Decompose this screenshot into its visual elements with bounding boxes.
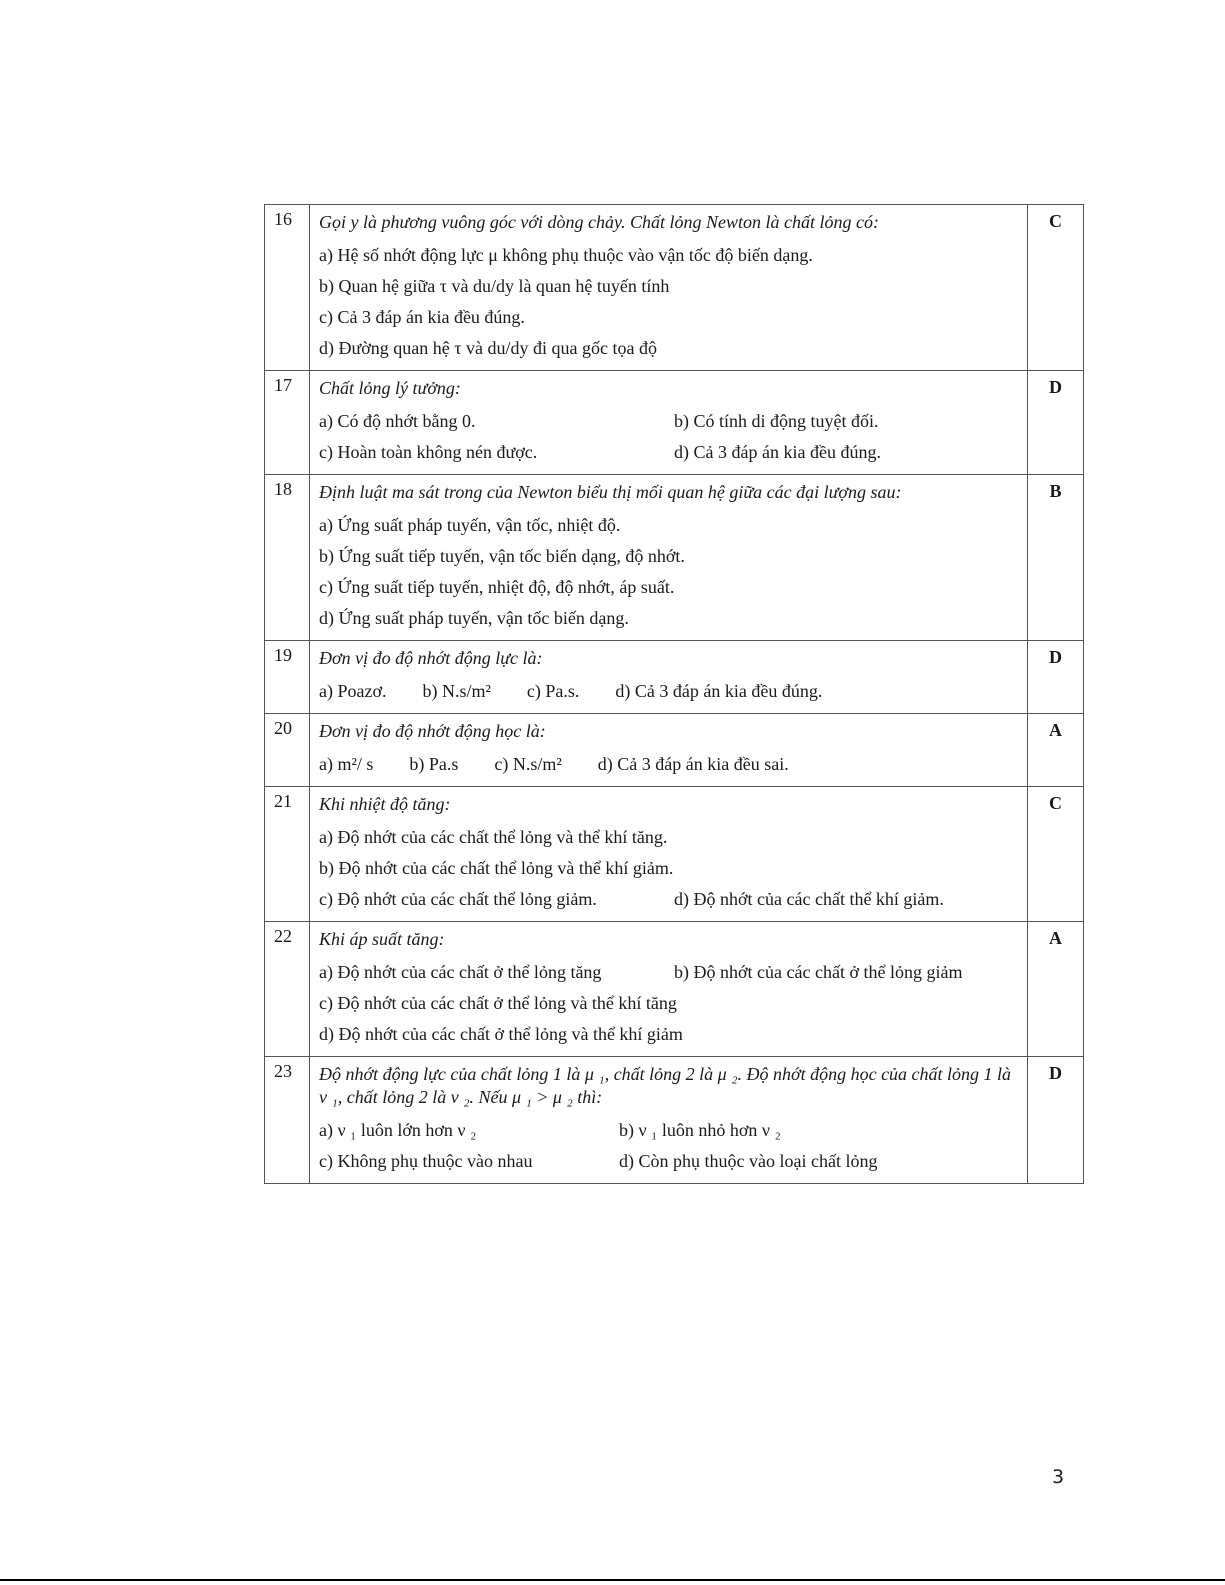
question-number: 19 (265, 641, 310, 714)
answer-key: A (1028, 922, 1084, 1057)
option-d: d) Ứng suất pháp tuyến, vận tốc biến dạng. (319, 608, 629, 628)
option-b: b) ν ₁ luôn nhỏ hơn ν ₂ (619, 1120, 781, 1140)
answer-key: C (1028, 205, 1084, 371)
question-body (310, 1057, 1028, 1184)
option-a: a) Ứng suất pháp tuyến, vận tốc, nhiệt độ. (319, 515, 621, 535)
option-d: d) Cả 3 đáp án kia đều sai. (597, 754, 789, 774)
question-number: 21 (265, 787, 310, 922)
options-row (319, 406, 1019, 437)
question-row (265, 1057, 1084, 1184)
option-b: b) N.s/m² (422, 681, 491, 701)
option-c: c) Hoàn toàn không nén được. (319, 442, 538, 462)
option-b: b) Pa.s (409, 754, 459, 774)
option-b: b) Có tính di động tuyệt đối. (674, 411, 879, 431)
option-a: a) ν ₁ luôn lớn hơn ν ₂ (319, 1120, 477, 1140)
question-stem: Khi áp suất tăng: (319, 929, 445, 949)
question-stem: Đơn vị đo độ nhớt động lực là: (319, 648, 543, 668)
option-a: a) Poazơ. (319, 681, 387, 701)
option-c: c) Pa.s. (526, 681, 580, 701)
question-body (310, 205, 1028, 371)
option-d: d) Cả 3 đáp án kia đều đúng. (674, 442, 881, 462)
question-number: 22 (265, 922, 310, 1057)
option-d: d) Đường quan hệ τ và du/dy đi qua gốc tọa độ (319, 338, 657, 358)
option-c: c) Không phụ thuộc vào nhau (319, 1151, 533, 1171)
question-body (310, 922, 1028, 1057)
option-c: c) Cả 3 đáp án kia đều đúng. (319, 307, 525, 327)
answer-key: D (1028, 641, 1084, 714)
option-d: d) Độ nhớt của các chất thể khí giảm. (674, 889, 944, 909)
question-number: 17 (265, 371, 310, 475)
question-row (265, 714, 1084, 787)
option-b: b) Độ nhớt của các chất thể lỏng và thể khí giảm. (319, 858, 674, 878)
option-a: a) m²/ s (319, 754, 374, 774)
option-b: b) Quan hệ giữa τ và du/dy là quan hệ tuyến tính (319, 276, 670, 296)
option-c: c) Độ nhớt của các chất thể lỏng giảm. (319, 889, 597, 909)
options-row (319, 676, 1019, 707)
option-a: a) Hệ số nhớt động lực μ không phụ thuộc vào vận tốc độ biến dạng. (319, 245, 813, 265)
question-stem: Khi nhiệt độ tăng: (319, 794, 451, 814)
question-body (310, 371, 1028, 475)
option-b: b) Ứng suất tiếp tuyến, vận tốc biến dạng, độ nhớt. (319, 546, 685, 566)
options-row (319, 884, 1019, 915)
question-number: 23 (265, 1057, 310, 1184)
answer-key: D (1028, 1057, 1084, 1184)
answer-key: C (1028, 787, 1084, 922)
option-c: c) Ứng suất tiếp tuyến, nhiệt độ, độ nhớt, áp suất. (319, 577, 675, 597)
option-d: d) Cả 3 đáp án kia đều đúng. (615, 681, 823, 701)
options-row (319, 437, 1019, 468)
question-number: 18 (265, 475, 310, 641)
question-number: 20 (265, 714, 310, 787)
question-body (310, 641, 1028, 714)
options-row (319, 1115, 1019, 1146)
option-a: a) Có độ nhớt bằng 0. (319, 411, 476, 431)
question-stem: Đơn vị đo độ nhớt động học là: (319, 721, 546, 741)
bottom-divider (0, 1579, 1225, 1581)
question-row (265, 922, 1084, 1057)
question-body (310, 475, 1028, 641)
options-row (319, 749, 1019, 780)
question-row (265, 205, 1084, 371)
answer-key: A (1028, 714, 1084, 787)
answer-key: D (1028, 371, 1084, 475)
page-number: 3 (1052, 1466, 1065, 1488)
question-number: 16 (265, 205, 310, 371)
question-stem: Độ nhớt động lực của chất lỏng 1 là μ ₁, chất lỏng 2 là μ ₂. Độ nhớt động học của chất lỏng 1 là ν ₁, chất lỏng 2 là ν ₂. Nếu μ ₁ > μ ₂ thì: (319, 1064, 1012, 1107)
answer-key: B (1028, 475, 1084, 641)
option-c: c) N.s/m² (494, 754, 562, 774)
option-b: b) Độ nhớt của các chất ở thể lỏng giảm (674, 962, 963, 982)
option-a: a) Độ nhớt của các chất ở thể lỏng tăng (319, 962, 602, 982)
option-c: c) Độ nhớt của các chất ở thể lỏng và thể khí tăng (319, 993, 677, 1013)
options-row (319, 957, 1019, 988)
option-d: d) Còn phụ thuộc vào loại chất lỏng (619, 1151, 878, 1171)
question-table (264, 204, 1084, 1184)
question-body (310, 714, 1028, 787)
question-row (265, 787, 1084, 922)
question-row (265, 641, 1084, 714)
option-a: a) Độ nhớt của các chất thể lỏng và thể khí tăng. (319, 827, 668, 847)
question-body (310, 787, 1028, 922)
options-row (319, 1146, 1019, 1177)
question-row (265, 371, 1084, 475)
question-stem: Gọi y là phương vuông góc với dòng chảy. Chất lỏng Newton là chất lỏng có: (319, 212, 879, 232)
question-stem: Định luật ma sát trong của Newton biểu thị mối quan hệ giữa các đại lượng sau: (319, 482, 902, 502)
option-d: d) Độ nhớt của các chất ở thể lỏng và thể khí giảm (319, 1024, 683, 1044)
question-stem: Chất lỏng lý tưởng: (319, 378, 461, 398)
question-row (265, 475, 1084, 641)
